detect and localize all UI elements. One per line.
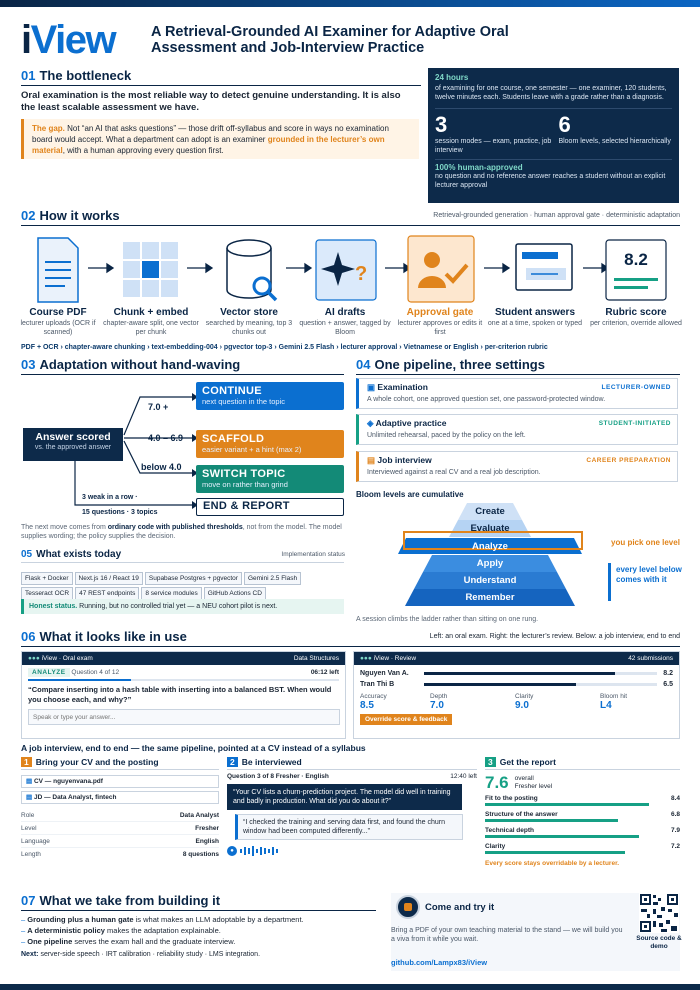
top-accent-bar bbox=[0, 0, 700, 7]
step-student-title: Student answers bbox=[494, 307, 576, 318]
section-01-heading: 01 The bottleneck bbox=[21, 68, 132, 83]
threshold-high: 7.0 + bbox=[148, 402, 169, 412]
step-student-sub: one at a time, spoken or typed bbox=[487, 320, 583, 327]
step-course-pdf-title: Course PDF bbox=[29, 307, 87, 318]
candidate-answer-bubble: “I checked the training and serving data first, and found the churn window had been computed differently...” bbox=[235, 814, 463, 840]
qr-label: Source code & demo bbox=[636, 935, 682, 950]
mic-icon[interactable]: ● bbox=[227, 846, 237, 856]
step-vector-title: Vector store bbox=[220, 307, 278, 318]
svg-text:?: ? bbox=[355, 263, 368, 285]
step-ai-sub: question + answer, tagged by Bloom bbox=[299, 320, 391, 336]
rubric-score-icon bbox=[606, 240, 666, 300]
review-row-2[interactable]: Tran Thi B 6.5 bbox=[360, 681, 673, 688]
implementation-status-label: Implementation status bbox=[281, 551, 345, 558]
answer-input[interactable] bbox=[28, 709, 340, 725]
chip-flask-docker: Flask + Docker bbox=[21, 572, 73, 585]
step-approval-sub: lecturer approves or edits it first bbox=[397, 320, 483, 336]
section-01-rule bbox=[21, 85, 421, 86]
tech-chips-row-2 bbox=[21, 582, 351, 600]
threshold-low: below 4.0 bbox=[141, 462, 182, 472]
pick-one-level-label: you pick one level bbox=[611, 538, 680, 547]
time-left: 06:12 left bbox=[310, 669, 339, 676]
bloom-note: A session climbs the ladder rather than sitting on one rung. bbox=[356, 616, 539, 623]
section-03-heading: 03 Adaptation without hand-waving bbox=[21, 357, 241, 372]
config-level: Level Fresher bbox=[21, 822, 219, 835]
job-interview-heading: A job interview, end to end — the same pipeline, pointed at a CV instead of a syllabus bbox=[21, 743, 366, 753]
stat-24-hours: 24 hours bbox=[435, 73, 469, 82]
section-07-heading: 07 What we take from building it bbox=[21, 893, 221, 908]
levels-below-bracket bbox=[608, 563, 611, 601]
bloom-heading: Bloom levels are cumulative bbox=[356, 490, 464, 499]
step-rubric-title: Rubric score bbox=[605, 307, 667, 318]
section-05-heading: 05 What exists today bbox=[21, 549, 122, 560]
threshold-mid: 4.0 – 6.9 bbox=[148, 433, 184, 443]
vector-store-icon bbox=[227, 240, 276, 300]
section-02-rule bbox=[21, 225, 680, 226]
pdf-doc-icon bbox=[38, 238, 78, 302]
outcome-continue: CONTINUE next question in the topic bbox=[196, 382, 344, 410]
student-screen-icon bbox=[516, 244, 572, 290]
config-language: Language English bbox=[21, 835, 219, 848]
report-structure: Structure of the answer 6.8 bbox=[485, 811, 680, 827]
threshold-weak-streak: 3 weak in a row · bbox=[82, 494, 138, 501]
stats-panel bbox=[428, 68, 679, 203]
panel-be-interviewed: 2 Be interviewed Question 3 of 8 Fresher · English 12:40 left “Your CV lists a churn-prediction project. The model did well in training and badly in production. What did you do about it?” “I checked the training and serving data first, and found the churn window had been computed differently...” ● bbox=[227, 757, 477, 854]
overall-score: 7.6 bbox=[485, 773, 509, 792]
step-course-pdf-sub: lecturer uploads (OCR if scanned) bbox=[20, 320, 96, 336]
bloom-badge: ANALYZE bbox=[28, 668, 70, 677]
review-row-1[interactable]: Nguyen Van A. 8.2 bbox=[360, 670, 673, 677]
report-clarity: Clarity 7.2 bbox=[485, 843, 680, 859]
step-chunk-sub: chapter-aware split, one vector per chunk bbox=[103, 320, 199, 336]
panel-get-report: 3 Get the report 7.6 overall Fresher level Fit to the posting 8.4 Structure of the answer 6.8 Technical depth 7.9 Clarity 7.2 Every score stays overridable by a lecturer. bbox=[485, 757, 680, 867]
tech-flow-line: PDF + OCR › chapter-aware chunking › text-embedding-004 › pgvector top-3 › Gemini 2.5 Flash › lecturer approval › Vietnamese or English › per-criterion rubric bbox=[21, 344, 548, 351]
review-window bbox=[353, 651, 680, 739]
interview-meta: Question 3 of 8 Fresher · English bbox=[227, 773, 329, 780]
exam-question: “Compare inserting into a hash table with inserting into a balanced BST. When would you choose each, and why?” bbox=[28, 685, 332, 704]
honest-status: Honest status. Running, but no controlled trial yet — a NEU cohort pilot is next. bbox=[21, 599, 344, 614]
github-link[interactable]: github.com/Lampx83/iView bbox=[391, 958, 488, 967]
waveform-icon bbox=[240, 846, 280, 856]
step-ai-title: AI drafts bbox=[324, 307, 366, 318]
try-it-heading: Come and try it bbox=[425, 902, 495, 913]
section-07-rule bbox=[21, 910, 376, 911]
config-role: Role Data Analyst bbox=[21, 809, 219, 822]
chip-nextjs: Next.js 16 / React 19 bbox=[75, 572, 143, 585]
poster-title: A Retrieval-Grounded AI Examiner for Adaptive Oral Assessment and Job-Interview Practice bbox=[151, 24, 509, 56]
section-04-rule bbox=[356, 374, 680, 375]
chip-modules: 8 service modules bbox=[141, 587, 201, 600]
answer-scored-title: Answer scored bbox=[35, 431, 111, 443]
how-it-works-tagline: Retrieval-grounded generation · human approval gate · deterministic adaptation bbox=[433, 212, 680, 219]
panel-bring-cv: 1 Bring your CV and the posting ▤ CV — nguyenvana.pdf ▤ JD — Data Analyst, fintech Role Data Analyst Level Fresher Language English Length 8 questions bbox=[21, 757, 219, 865]
question-counter: Question 4 of 12 bbox=[71, 669, 120, 676]
review-titlebar: ●●● iView · Review 42 submissions bbox=[354, 652, 679, 665]
section-06-caption: Left: an oral exam. Right: the lecturer’s review. Below: a job interview, end to end bbox=[429, 633, 680, 640]
rubric-score-value: 8.2 bbox=[624, 250, 648, 269]
overridable-note: Every score stays overridable by a lecturer. bbox=[485, 860, 620, 867]
every-level-below-label: every level below comes with it bbox=[616, 565, 682, 584]
answer-scored-sub: vs. the approved answer bbox=[34, 444, 112, 451]
bloom-create: Create bbox=[475, 506, 505, 517]
step-vector-sub: searched by meaning, top 3 chunks out bbox=[205, 320, 293, 336]
section-06-rule bbox=[21, 646, 680, 647]
iview-logo: iView bbox=[21, 18, 116, 62]
outcome-switch-topic: SWITCH TOPIC move on rather than grind bbox=[196, 465, 344, 493]
voice-recorder[interactable] bbox=[227, 846, 477, 856]
override-score-button[interactable]: Override score & feedback bbox=[360, 714, 452, 725]
chunk-grid-icon bbox=[123, 242, 178, 297]
bloom-remember: Remember bbox=[465, 592, 515, 603]
gap-callout: The gap. Not “an AI that asks questions” — those drift off-syllabus and score in ways no examination board would accept. What a department can adopt is an examiner grounded in the lecturer’s own material, with a human approving every question first. bbox=[21, 119, 419, 159]
policy-note: The next move comes from ordinary code with published thresholds, not from the model. The model supplies wording; the policy supplies the decision. bbox=[21, 524, 342, 540]
university-seal-icon bbox=[396, 895, 420, 919]
takeaway-3: – One pipeline serves the exam hall and the graduate interview. bbox=[21, 937, 236, 946]
stat-24-hours-desc: of examining for one course, one semester — one examiner, 120 students, twelve minutes each. Students leave with a grade rather than a diagnosis. bbox=[435, 85, 667, 101]
mode-adaptive-practice: ◈ Adaptive practice Unlimited rehearsal, paced by the policy on the left. STUDENT-INITIATED bbox=[356, 414, 678, 445]
section-05-rule bbox=[21, 562, 344, 563]
chip-gemini: Gemini 2.5 Flash bbox=[244, 572, 301, 585]
outcome-end-report: END & REPORT bbox=[196, 498, 344, 516]
takeaways-list bbox=[21, 914, 381, 960]
stat-human-approved-desc: no question and no reference answer reaches a student without an explicit lecturer approval bbox=[435, 173, 666, 189]
stat-modes-desc: session modes — exam, practice, job interview bbox=[435, 138, 552, 154]
takeaway-2: – A deterministic policy makes the adaptation explainable. bbox=[21, 926, 221, 935]
review-metrics: Accuracy 8.5 Depth 7.0 Clarity 9.0 Bloom hit L4 bbox=[360, 693, 628, 711]
stat-modes-number: 3 bbox=[435, 112, 448, 137]
bloom-apply: Apply bbox=[476, 558, 504, 569]
next-steps: Next: server-side speech · IRT calibration · reliability study · LMS integration. bbox=[21, 951, 261, 958]
chip-tesseract: Tesseract OCR bbox=[21, 587, 73, 600]
threshold-session-length: 15 questions · 3 topics bbox=[82, 509, 158, 516]
bloom-analyze: Analyze bbox=[472, 541, 508, 552]
ai-sparkle-icon bbox=[316, 240, 376, 300]
section-02-heading: 02 How it works bbox=[21, 208, 120, 223]
stat-bloom-number: 6 bbox=[558, 112, 571, 137]
bloom-evaluate: Evaluate bbox=[470, 523, 510, 534]
report-fit: Fit to the posting 8.4 bbox=[485, 795, 680, 811]
cv-file[interactable]: ▤ CV — nguyenvana.pdf bbox=[21, 775, 219, 788]
report-technical: Technical depth 7.9 bbox=[485, 827, 680, 843]
qr-code-icon[interactable] bbox=[639, 893, 679, 933]
interview-time-left: 12:40 left bbox=[450, 773, 477, 780]
approval-person-icon bbox=[408, 236, 474, 302]
try-it-desc: Bring a PDF of your own teaching material to the stand — we will build you a viva from it while you wait. bbox=[391, 927, 623, 943]
interviewer-question-bubble: “Your CV lists a churn-prediction project. The model did well in training and badly in production. What did you do about it?” bbox=[227, 784, 462, 810]
bottom-bar bbox=[0, 984, 700, 990]
step-chunk-title: Chunk + embed bbox=[113, 307, 189, 318]
jd-file[interactable]: ▤ JD — Data Analyst, fintech bbox=[21, 791, 219, 804]
oral-exam-titlebar: ●●● iView · Oral exam Data Structures bbox=[22, 652, 345, 665]
oral-exam-window bbox=[21, 651, 346, 739]
section-04-heading: 04 One pipeline, three settings bbox=[356, 357, 545, 372]
chip-github-actions: GitHub Actions CD bbox=[204, 587, 266, 600]
chip-rest: 47 REST endpoints bbox=[75, 587, 139, 600]
section-06-heading: 06 What it looks like in use bbox=[21, 629, 187, 644]
stat-bloom-desc: Bloom levels, selected hierarchically bbox=[558, 138, 671, 145]
bloom-understand: Understand bbox=[463, 575, 517, 586]
chip-supabase: Supabase Postgres + pgvector bbox=[145, 572, 242, 585]
pipeline-icons bbox=[0, 228, 700, 308]
step-approval-title: Approval gate bbox=[406, 307, 474, 318]
stat-human-approved: 100% human-approved bbox=[435, 163, 523, 172]
bottleneck-lead: Oral examination is the most reliable way to detect genuine understanding. It is also the least scalable assessment we have. bbox=[21, 90, 401, 113]
takeaway-1: – Grounding plus a human gate is what makes an LLM adoptable by a department. bbox=[21, 915, 304, 924]
config-length: Length 8 questions bbox=[21, 851, 219, 858]
outcome-scaffold: SCAFFOLD easier variant + a hint (max 2) bbox=[196, 430, 344, 458]
answer-scored-node bbox=[23, 428, 123, 461]
step-rubric-sub: per criterion, override allowed bbox=[590, 320, 682, 327]
mode-examination: ▣ Examination A whole cohort, one approved question set, one password-protected window. LECTURER-OWNED bbox=[356, 378, 678, 409]
mode-job-interview: ▤ Job interview Interviewed against a real CV and a real job description. CAREER PREPARATION bbox=[356, 451, 678, 482]
